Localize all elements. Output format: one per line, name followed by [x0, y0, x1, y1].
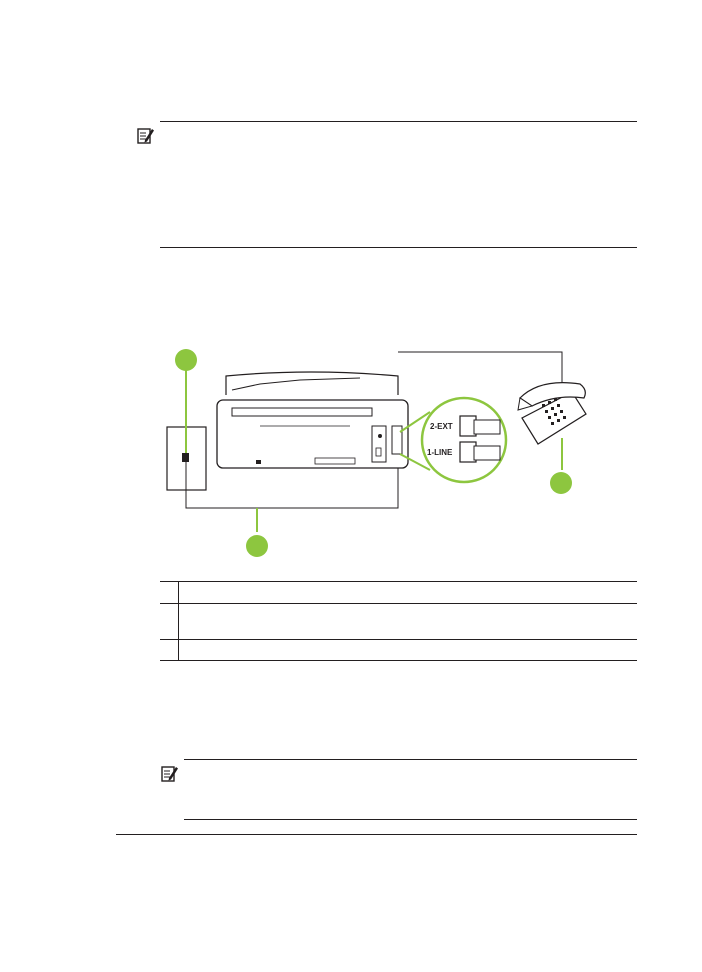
callout-3-circle [550, 472, 572, 494]
callout-2-circle [246, 535, 268, 557]
table-row [160, 582, 637, 603]
note2-top-rule [184, 759, 637, 760]
note2-bottom-rule [184, 819, 637, 820]
port-label-ext: 2-EXT [430, 422, 453, 431]
telephone [518, 383, 586, 444]
page-bottom-rule [116, 834, 637, 835]
table-row [160, 604, 637, 639]
note1-bottom-rule [160, 247, 637, 248]
note1-top-rule [160, 121, 637, 122]
port-zoom [400, 398, 506, 482]
note-icon [161, 765, 179, 783]
printer [217, 372, 408, 468]
callout-1-circle [175, 349, 197, 371]
table-bottom-rule [160, 660, 637, 661]
note-icon [137, 127, 155, 145]
connection-diagram [160, 340, 600, 562]
table-row [160, 640, 637, 660]
port-label-line: 1-LINE [427, 448, 453, 457]
